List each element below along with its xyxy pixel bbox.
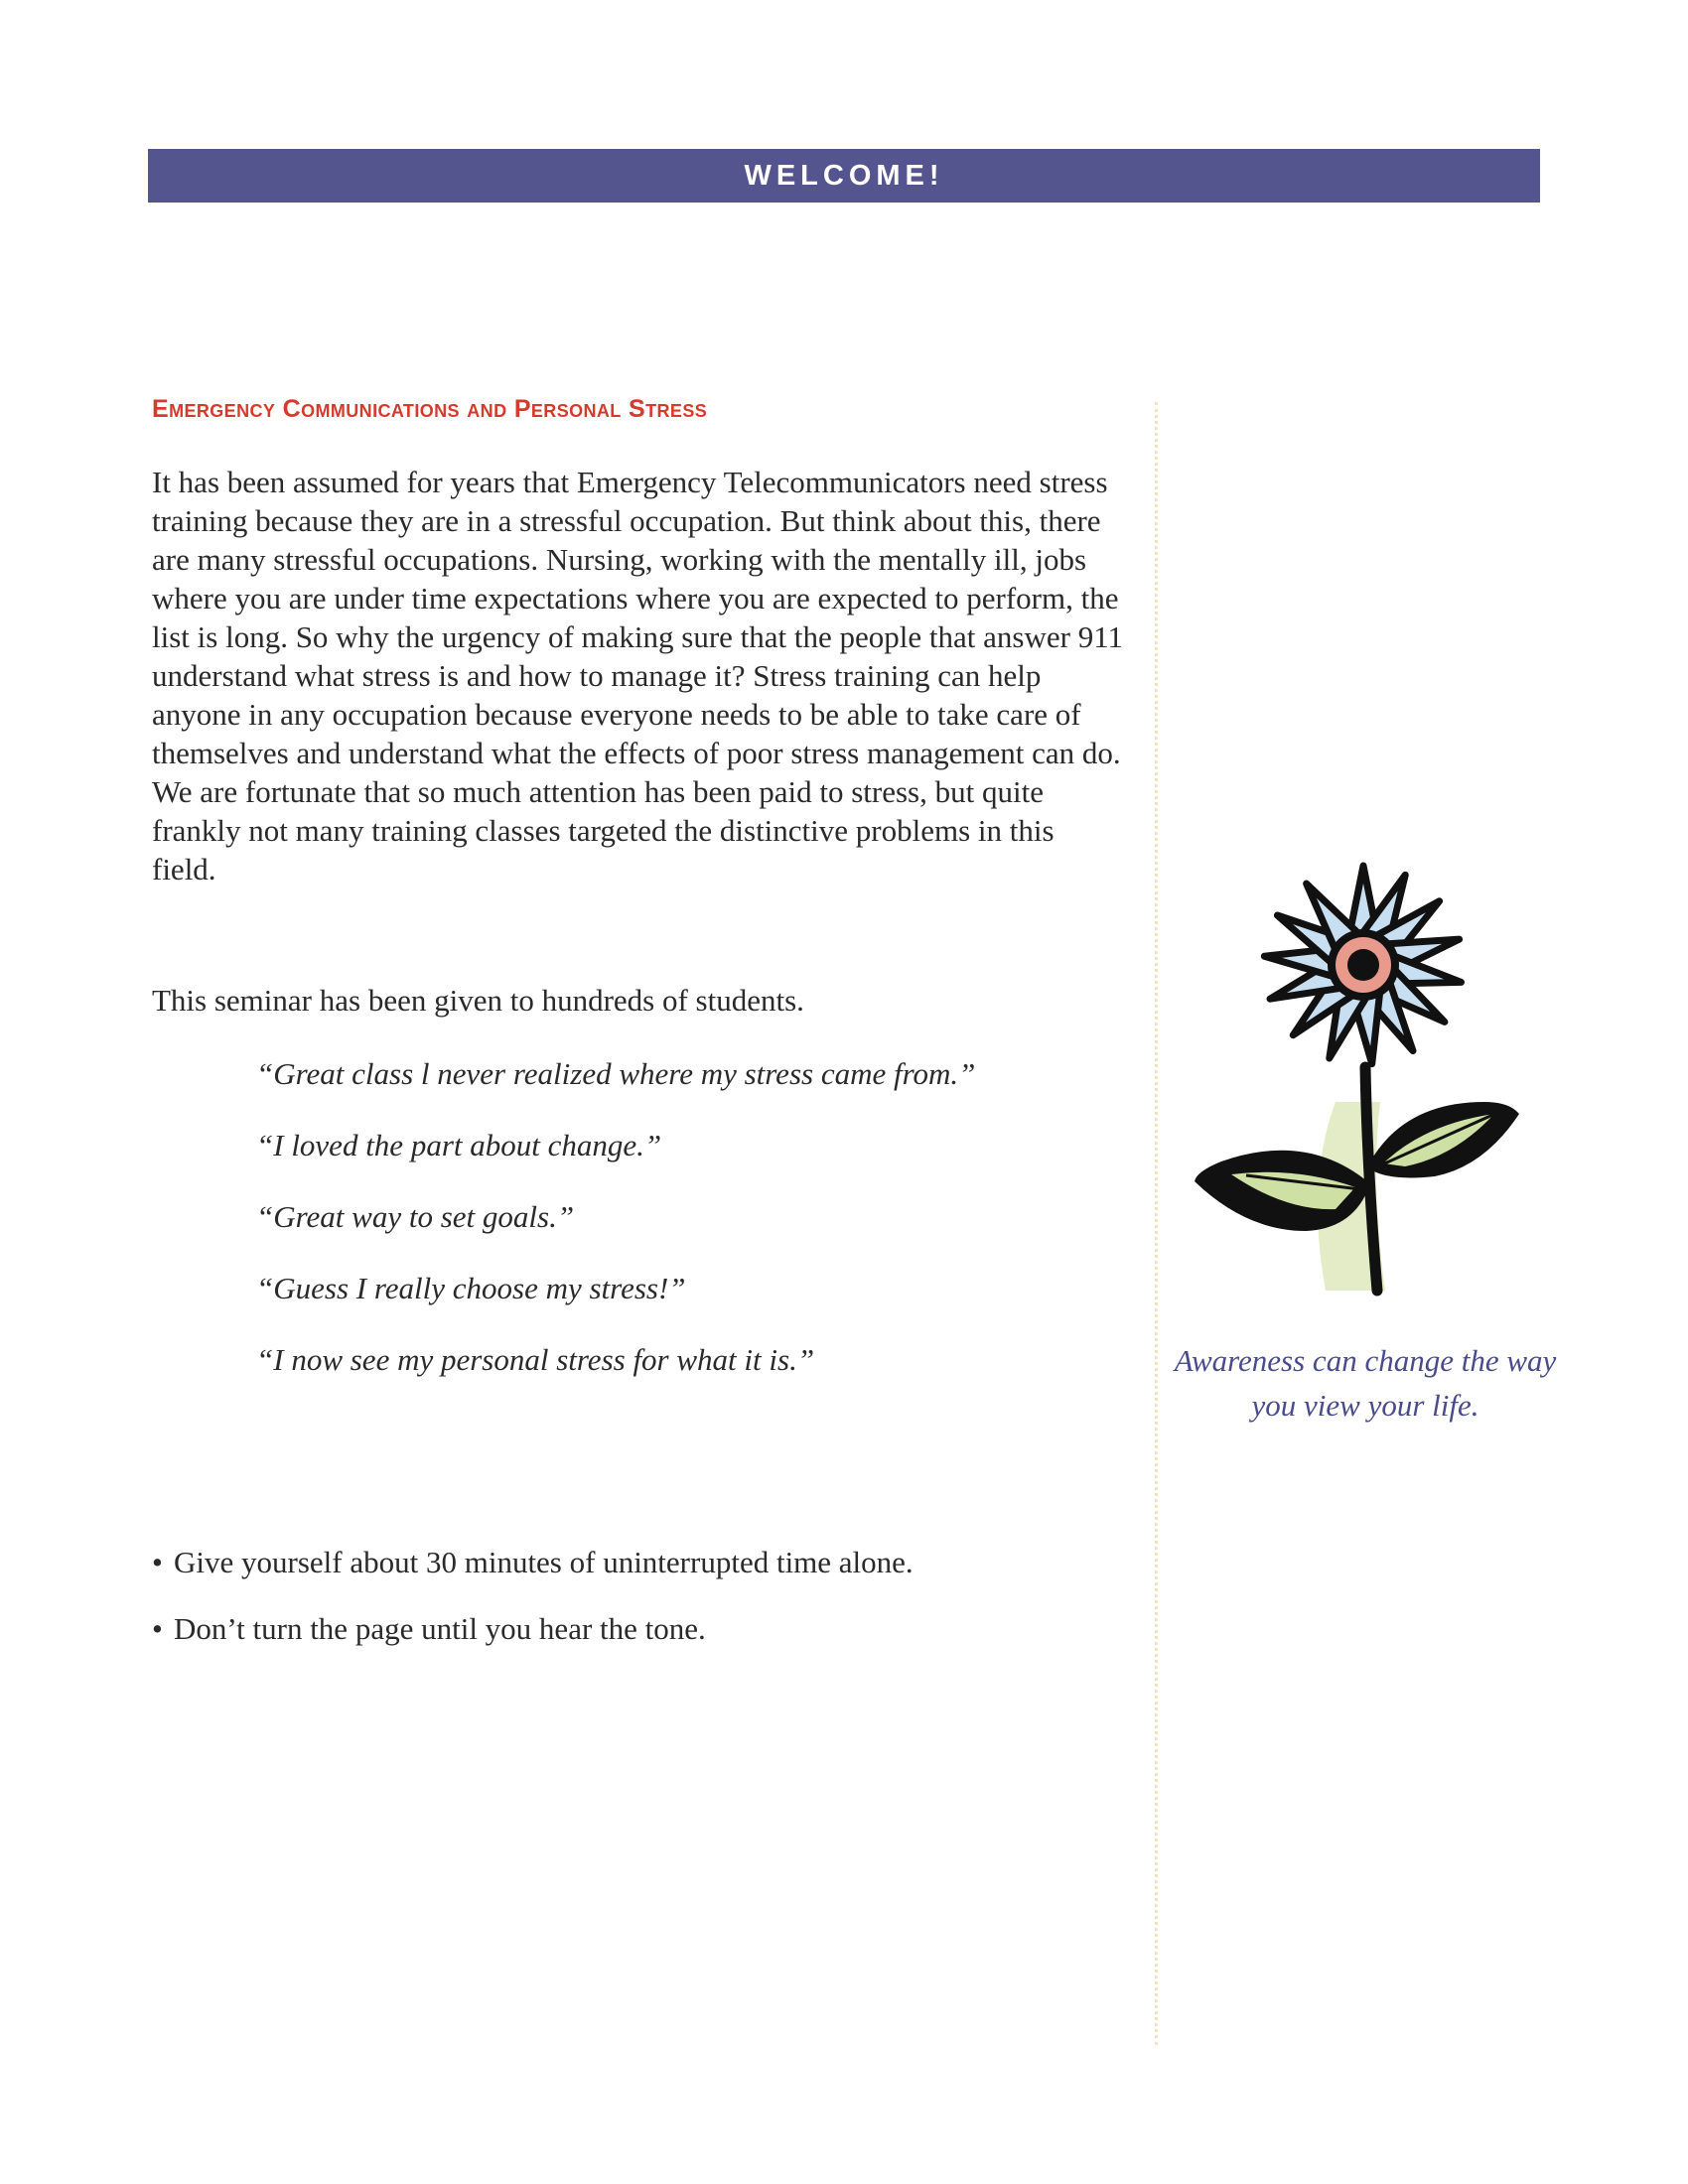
title-banner <box>148 149 1540 203</box>
testimonial-quote: “I loved the part about change.” <box>256 1128 662 1162</box>
instruction-text: Don’t turn the page until you hear the tone. <box>174 1611 706 1646</box>
testimonial-quote: “Great way to set goals.” <box>256 1199 575 1234</box>
instruction-list <box>152 1543 914 1676</box>
testimonial-quote: “I now see my personal stress for what it is.” <box>256 1342 815 1377</box>
column-divider <box>1155 402 1158 2045</box>
sidebar-caption: Awareness can change the way you view your life. <box>1174 1343 1557 1423</box>
testimonial-list <box>256 1054 975 1412</box>
seminar-text: This seminar has been given to hundreds of students. <box>152 983 804 1018</box>
flower-petals <box>1263 866 1464 1065</box>
bullet-icon: • <box>152 1545 163 1579</box>
instruction-item <box>152 1609 914 1676</box>
banner-title: WELCOME! <box>744 159 944 192</box>
intro-paragraph: It has been assumed for years that Emergency Telecommunicators need stress training because they are in a stressful occupation. But think about this, there are many stressful occupations. Nursing, working with the mentally ill, jobs where you are under time expectations where you are expected to perform, the list is long. So why the urgency of making sure that the people that answer 911 understand what stress is and how to manage it? Stress training can help anyone in any occupation because everyone needs to be able to take care of themselves and understand what the effects of poor stress management can do. We are fortunate that so much attention has been paid to stress, but quite frankly not many training classes targeted the distinctive problems in this field. <box>152 465 1124 887</box>
instruction-item <box>152 1543 914 1609</box>
instruction-text: Give yourself about 30 minutes of uninterrupted time alone. <box>174 1545 914 1579</box>
testimonial-quote: “Guess I really choose my stress!” <box>256 1271 686 1305</box>
flower-illustration-icon <box>1187 854 1524 1300</box>
flower-center <box>1347 949 1379 981</box>
section-heading: Emergency Communications and Personal Stress <box>152 395 708 423</box>
flower-svg <box>1187 854 1524 1300</box>
bullet-icon: • <box>152 1611 163 1646</box>
testimonial-quote: “Great class l never realized where my stress came from.” <box>256 1056 976 1091</box>
